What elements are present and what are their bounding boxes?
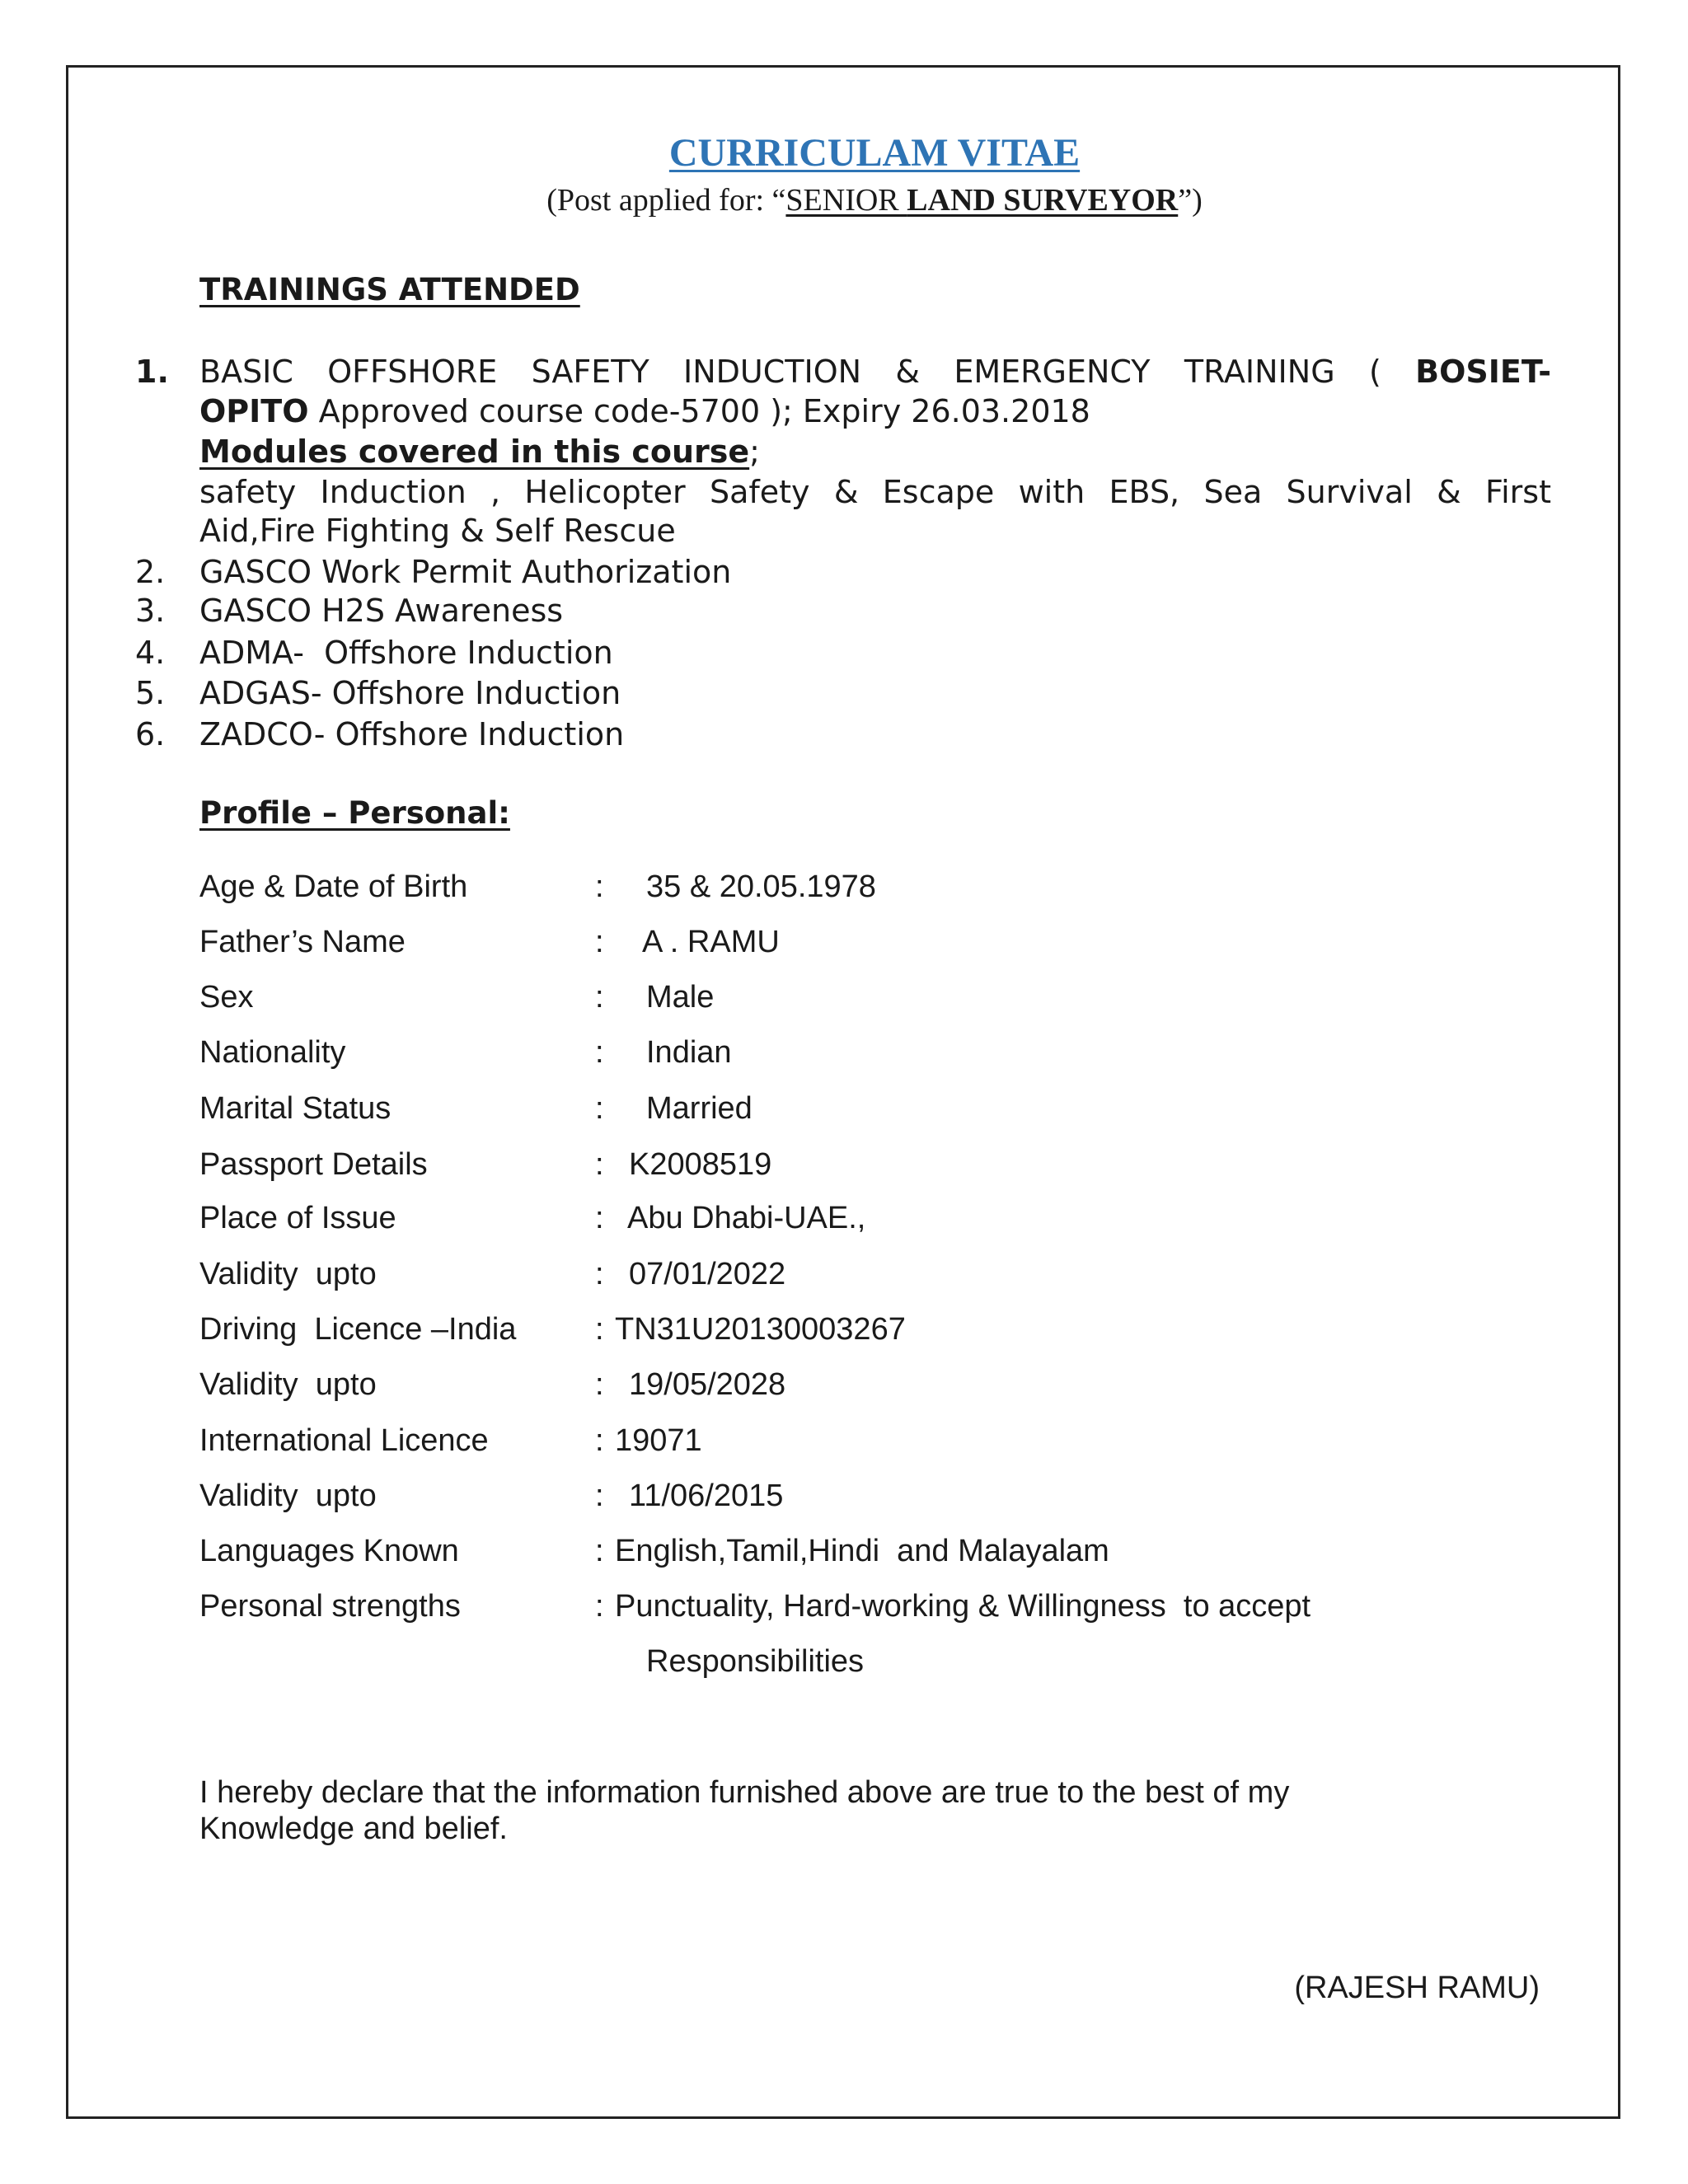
training-bold: OPITO bbox=[199, 393, 309, 429]
post-role bbox=[785, 183, 1178, 218]
declaration-line-1: I hereby declare that the information furnished above are true to the best of my bbox=[199, 1775, 1290, 1810]
profile-label: Passport Details bbox=[199, 1147, 428, 1182]
training-item: GASCO H2S Awareness bbox=[199, 593, 564, 629]
post-prefix: (Post applied for: “ bbox=[546, 183, 786, 218]
list-number: 4. bbox=[135, 635, 166, 671]
colon: : bbox=[595, 1091, 604, 1126]
document-title: CURRICULAM VITAE bbox=[668, 131, 1081, 175]
post-role-part1: SENIOR bbox=[785, 183, 907, 218]
training-item-1-line1 bbox=[199, 352, 1551, 391]
profile-value: TN31U20130003267 bbox=[615, 1312, 906, 1347]
profile-value: Punctuality, Hard-working & Willingness to accept bbox=[615, 1589, 1311, 1624]
profile-value: Abu Dhabi-UAE., bbox=[627, 1201, 866, 1235]
modules-line1: safety Induction , Helicopter Safety & Escape with EBS, Sea Survival & First bbox=[199, 474, 1551, 510]
colon: : bbox=[595, 1257, 604, 1291]
profile-value: Male bbox=[646, 980, 715, 1015]
declaration-line-2: Knowledge and belief. bbox=[199, 1811, 508, 1846]
profile-value: 35 & 20.05.1978 bbox=[646, 869, 876, 904]
profile-value: 07/01/2022 bbox=[629, 1257, 786, 1291]
list-number: 2. bbox=[135, 554, 166, 590]
profile-label: Validity upto bbox=[199, 1257, 377, 1291]
post-suffix: ”) bbox=[1178, 183, 1203, 218]
list-number: 1. bbox=[135, 354, 169, 390]
profile-label: Personal strengths bbox=[199, 1589, 461, 1624]
profile-label: Sex bbox=[199, 980, 254, 1015]
profile-label: Nationality bbox=[199, 1035, 346, 1070]
post-applied bbox=[0, 182, 1688, 218]
colon: : bbox=[595, 925, 604, 959]
colon: : bbox=[595, 1147, 604, 1182]
trainings-heading: TRAININGS ATTENDED bbox=[199, 272, 580, 307]
colon: : bbox=[595, 1589, 604, 1624]
modules-suffix: ; bbox=[749, 434, 760, 470]
modules-line2: Aid,Fire Fighting & Self Rescue bbox=[199, 513, 676, 549]
colon: : bbox=[595, 1423, 604, 1458]
training-text: BASIC OFFSHORE SAFETY INDUCTION & EMERGENCY TRAINING ( bbox=[199, 354, 1416, 390]
profile-label: Place of Issue bbox=[199, 1201, 396, 1235]
list-number: 5. bbox=[135, 675, 166, 711]
colon: : bbox=[595, 1534, 604, 1568]
profile-value: Indian bbox=[646, 1035, 732, 1070]
profile-heading: Profile – Personal: bbox=[199, 795, 510, 831]
profile-value: Married bbox=[646, 1091, 753, 1126]
training-item: ADMA- Offshore Induction bbox=[199, 635, 613, 671]
profile-label: Marital Status bbox=[199, 1091, 392, 1126]
colon: : bbox=[595, 1367, 604, 1402]
profile-label: Father’s Name bbox=[199, 925, 406, 959]
modules-label-line bbox=[199, 432, 760, 471]
profile-label: Driving Licence –India bbox=[199, 1312, 517, 1347]
profile-label: International Licence bbox=[199, 1423, 489, 1458]
colon: : bbox=[595, 980, 604, 1015]
colon: : bbox=[595, 869, 604, 904]
list-number: 3. bbox=[135, 593, 166, 629]
training-bold: BOSIET- bbox=[1415, 354, 1551, 390]
profile-value: K2008519 bbox=[629, 1147, 772, 1182]
profile-label: Age & Date of Birth bbox=[199, 869, 468, 904]
profile-value: 19071 bbox=[615, 1423, 702, 1458]
profile-label: Validity upto bbox=[199, 1367, 377, 1402]
colon: : bbox=[595, 1035, 604, 1070]
profile-value: A . RAMU bbox=[642, 925, 780, 959]
profile-label: Languages Known bbox=[199, 1534, 459, 1568]
post-role-part2: LAND SURVEYOR bbox=[907, 183, 1179, 218]
training-item: ZADCO- Offshore Induction bbox=[199, 716, 625, 752]
profile-value: English,Tamil,Hindi and Malayalam bbox=[615, 1534, 1109, 1568]
colon: : bbox=[595, 1201, 604, 1235]
modules-label: Modules covered in this course bbox=[199, 434, 750, 470]
profile-value: Responsibilities bbox=[646, 1644, 865, 1679]
training-item: GASCO Work Permit Authorization bbox=[199, 554, 732, 590]
profile-value: 11/06/2015 bbox=[629, 1479, 784, 1513]
training-item: ADGAS- Offshore Induction bbox=[199, 675, 621, 711]
list-number: 6. bbox=[135, 716, 166, 752]
colon: : bbox=[595, 1479, 604, 1513]
training-text: Approved course code-5700 ); Expiry 26.03.2018 bbox=[308, 393, 1090, 429]
signature: (RAJESH RAMU) bbox=[1294, 1971, 1540, 2005]
training-item-1-line2 bbox=[199, 391, 1551, 431]
colon: : bbox=[595, 1312, 604, 1347]
profile-label: Validity upto bbox=[199, 1479, 377, 1513]
profile-value: 19/05/2028 bbox=[629, 1367, 786, 1402]
